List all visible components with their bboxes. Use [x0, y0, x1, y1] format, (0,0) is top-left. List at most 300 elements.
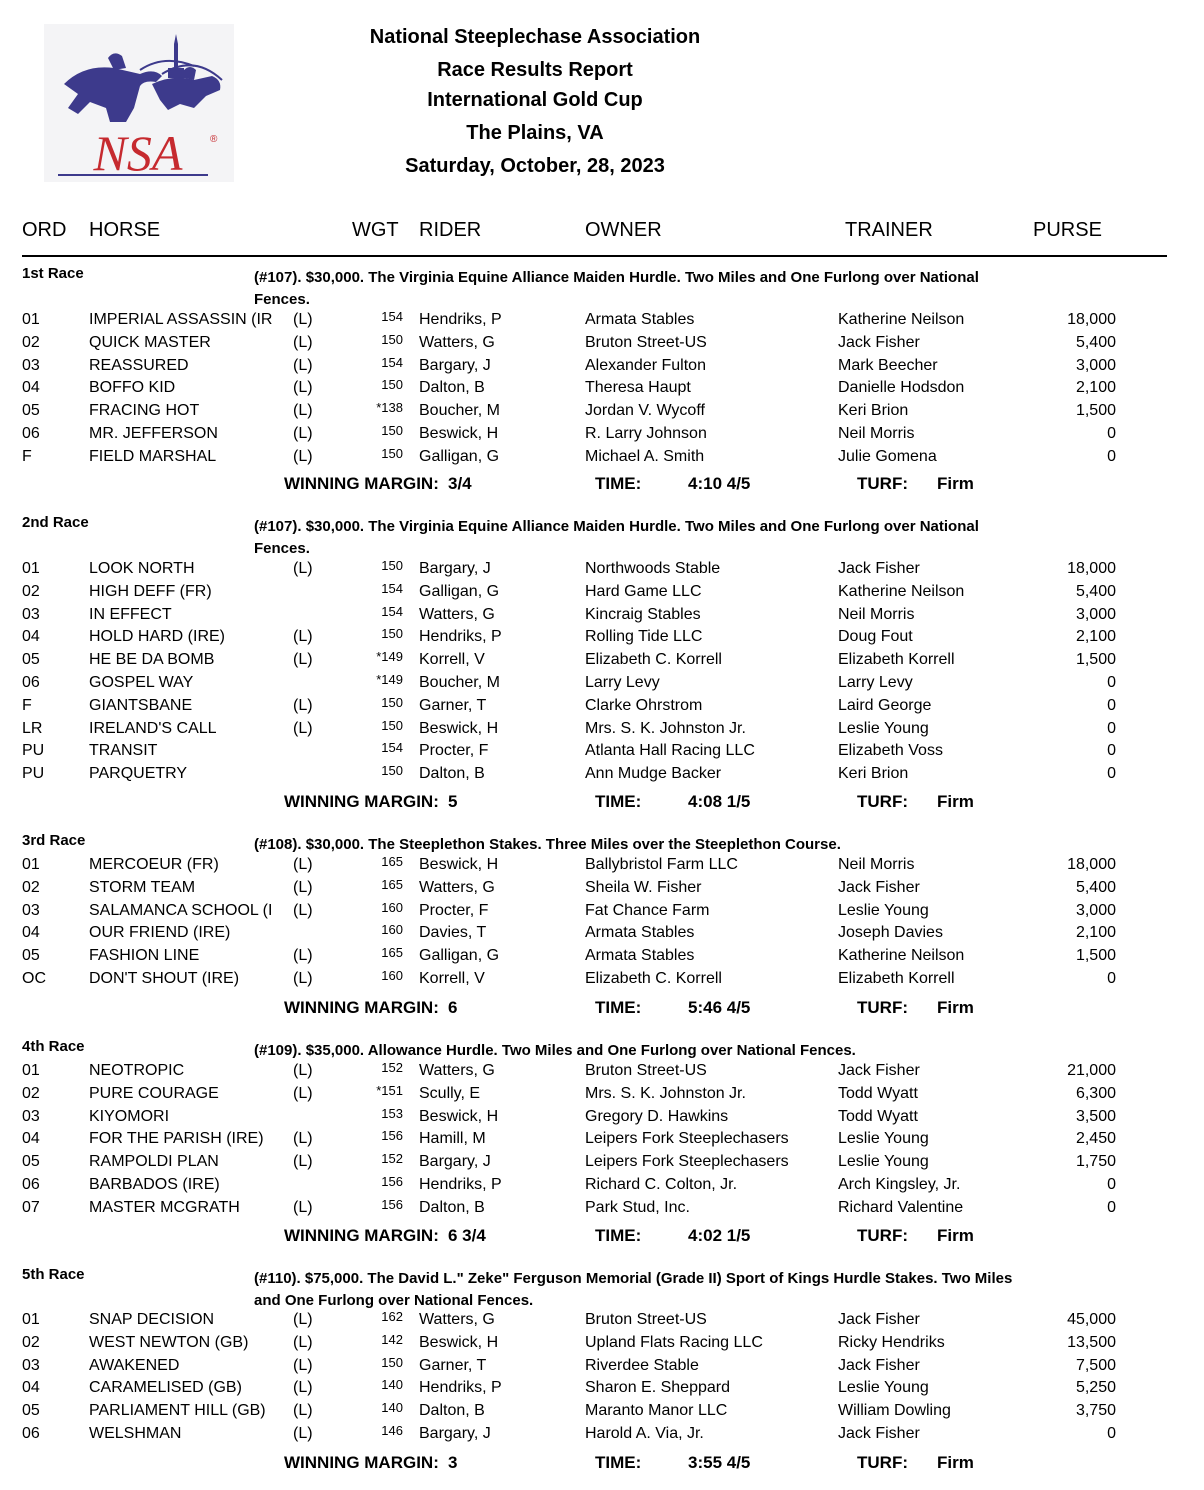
winning-margin-value: 6	[448, 998, 458, 1017]
table-row	[0, 967, 1204, 990]
horse-name: CARAMELISED (GB)	[89, 1379, 242, 1397]
trainer-name: Jack Fisher	[838, 1356, 920, 1374]
purse-amount: 5,400	[1075, 582, 1116, 600]
table-row	[0, 648, 1204, 671]
race-summary	[0, 996, 1204, 1020]
winning-margin-value: 3	[448, 1453, 458, 1472]
owner-name: Armata Stables	[585, 311, 695, 328]
medication-flag: (L)	[293, 1356, 313, 1374]
horse-name: FASHION LINE	[89, 947, 200, 965]
winning-margin-label: WINNING MARGIN:	[284, 1226, 439, 1245]
purse-amount: 0	[1107, 425, 1116, 442]
medication-flag: (L)	[293, 628, 313, 646]
time-value: 3:55 4/5	[688, 1453, 751, 1472]
weight: 154	[381, 309, 403, 324]
rider-name: Watters, G	[419, 878, 495, 896]
weight: 165	[381, 854, 403, 869]
event-date: Saturday, October, 28, 2023	[405, 155, 665, 177]
medication-flag: (L)	[293, 1130, 313, 1148]
horse-name: TRANSIT	[89, 742, 158, 760]
finish-position: 06	[22, 1425, 40, 1442]
weight: 153	[381, 1105, 403, 1121]
rider-name: Galligan, G	[419, 947, 500, 965]
weight: 156	[381, 1128, 403, 1144]
trainer-name: Richard Valentine	[838, 1198, 964, 1216]
horse-name: HIGH DEFF (FR)	[89, 582, 212, 600]
col-owner: OWNER	[585, 219, 662, 241]
table-row	[0, 1059, 1204, 1082]
trainer-name: Elizabeth Voss	[838, 742, 943, 760]
finish-position: 02	[22, 582, 40, 600]
medication-flag: (L)	[293, 1198, 313, 1216]
turf-value: Firm	[937, 998, 974, 1017]
turf-value: Firm	[937, 792, 974, 811]
trainer-name: Elizabeth Korrell	[838, 970, 955, 987]
finish-position: 04	[22, 924, 40, 942]
rider-name: Beswick, H	[419, 856, 499, 873]
col-rider: RIDER	[419, 219, 482, 241]
purse-amount: 18,000	[1067, 311, 1116, 328]
col-purse: PURSE	[1033, 219, 1102, 241]
race-label: 1st Race	[22, 265, 84, 282]
weight: 150	[381, 331, 403, 347]
weight: 150	[381, 1354, 403, 1370]
time-value: 4:10 4/5	[688, 474, 751, 493]
race-summary	[0, 1451, 1204, 1475]
medication-flag: (L)	[293, 1311, 313, 1328]
col-trainer: TRAINER	[845, 219, 933, 241]
turf-value: Firm	[937, 474, 974, 493]
table-row	[0, 399, 1204, 422]
table-row	[0, 557, 1204, 580]
owner-name: Larry Levy	[585, 674, 660, 691]
rider-name: Galligan, G	[419, 582, 500, 600]
weight: 162	[381, 1309, 403, 1324]
owner-name: Ballybristol Farm LLC	[585, 856, 738, 873]
rider-name: Garner, T	[419, 1356, 487, 1374]
weight: 150	[381, 763, 403, 779]
owner-name: Gregory D. Hawkins	[585, 1107, 729, 1125]
medication-flag: (L)	[293, 402, 313, 420]
trainer-name: Larry Levy	[838, 674, 913, 691]
medication-flag: (L)	[293, 425, 313, 442]
horse-name: SALAMANCA SCHOOL (I	[89, 901, 273, 919]
weight: 140	[381, 1400, 403, 1416]
finish-position: 06	[22, 425, 40, 442]
rider-name: Procter, F	[419, 901, 489, 919]
weight: *149	[376, 649, 403, 665]
rider-name: Hendriks, P	[419, 311, 502, 328]
trainer-name: Keri Brion	[838, 765, 909, 783]
weight: 152	[381, 1151, 403, 1167]
rider-name: Scully, E	[419, 1084, 481, 1102]
weight: 156	[381, 1174, 403, 1189]
purse-amount: 0	[1107, 447, 1116, 465]
trainer-name: Leslie Young	[838, 1153, 929, 1171]
weight: 154	[381, 603, 403, 619]
purse-amount: 5,400	[1075, 333, 1116, 351]
finish-position: F	[22, 447, 32, 465]
trainer-name: Danielle Hodsdon	[838, 379, 965, 397]
finish-position: 06	[22, 1176, 40, 1193]
rider-name: Bargary, J	[419, 1153, 491, 1171]
rider-name: Boucher, M	[419, 674, 500, 691]
finish-position: 02	[22, 1084, 40, 1102]
medication-flag: (L)	[293, 901, 313, 919]
race-label: 3rd Race	[22, 832, 86, 849]
trainer-name: William Dowling	[838, 1402, 951, 1420]
turf-value: Firm	[937, 1453, 974, 1472]
table-row	[0, 331, 1204, 354]
table-row	[0, 899, 1204, 922]
rider-name: Beswick, H	[419, 719, 499, 737]
purse-amount: 0	[1107, 719, 1116, 737]
horse-name: PURE COURAGE	[89, 1084, 219, 1102]
rider-name: Bargary, J	[419, 1425, 491, 1442]
trainer-name: Leslie Young	[838, 1379, 929, 1397]
owner-name: Rolling Tide LLC	[585, 628, 703, 646]
rider-name: Hendriks, P	[419, 628, 502, 646]
finish-position: 07	[22, 1198, 40, 1216]
event-title: International Gold Cup	[427, 89, 643, 111]
horse-name: AWAKENED	[89, 1356, 180, 1374]
owner-name: Jordan V. Wycoff	[585, 402, 705, 420]
turf-label: TURF:	[857, 1226, 908, 1245]
medication-flag: (L)	[293, 1425, 313, 1442]
rider-name: Dalton, B	[419, 1198, 485, 1216]
trainer-name: Leslie Young	[838, 1130, 929, 1148]
rider-name: Dalton, B	[419, 765, 485, 783]
purse-amount: 2,100	[1075, 628, 1116, 646]
rider-name: Hendriks, P	[419, 1176, 502, 1193]
time-label: TIME:	[595, 474, 642, 493]
horse-name: PARLIAMENT HILL (GB)	[89, 1402, 266, 1420]
trainer-name: Doug Fout	[838, 628, 913, 646]
time-value: 4:08 1/5	[688, 792, 751, 811]
owner-name: Upland Flats Racing LLC	[585, 1333, 763, 1351]
winning-margin-label: WINNING MARGIN:	[284, 474, 439, 493]
trainer-name: Leslie Young	[838, 719, 929, 737]
finish-position: 05	[22, 947, 40, 965]
rider-name: Watters, G	[419, 1062, 495, 1079]
table-row	[0, 376, 1204, 399]
purse-amount: 3,000	[1075, 356, 1116, 374]
rider-name: Davies, T	[419, 924, 487, 942]
horse-name: OUR FRIEND (IRE)	[89, 924, 231, 942]
owner-name: Northwoods Stable	[585, 560, 721, 577]
owner-name: Harold A. Via, Jr.	[585, 1425, 704, 1442]
medication-flag: (L)	[293, 856, 313, 873]
weight: 140	[381, 1377, 403, 1393]
finish-position: 03	[22, 605, 40, 623]
table-row	[0, 1376, 1204, 1399]
purse-amount: 3,750	[1075, 1402, 1116, 1420]
horse-name: IMPERIAL ASSASSIN (IR	[89, 311, 273, 328]
race-label: 4th Race	[22, 1038, 85, 1055]
table-row	[0, 694, 1204, 717]
rider-name: Bargary, J	[419, 356, 491, 374]
col-wgt: WGT	[352, 219, 399, 241]
finish-position: 03	[22, 1356, 40, 1374]
medication-flag: (L)	[293, 970, 313, 987]
rider-name: Garner, T	[419, 696, 487, 714]
medication-flag: (L)	[293, 356, 313, 374]
table-row	[0, 1173, 1204, 1196]
weight: 146	[381, 1423, 403, 1438]
finish-position: 05	[22, 1153, 40, 1171]
table-row	[0, 876, 1204, 899]
winning-margin-value: 5	[448, 792, 458, 811]
owner-name: Theresa Haupt	[585, 379, 691, 397]
purse-amount: 1,500	[1075, 402, 1116, 420]
finish-position: PU	[22, 765, 45, 783]
weight: 150	[381, 558, 403, 573]
purse-amount: 0	[1107, 742, 1116, 760]
table-row	[0, 671, 1204, 694]
owner-name: Park Stud, Inc.	[585, 1198, 690, 1216]
finish-position: 03	[22, 901, 40, 919]
purse-amount: 13,500	[1067, 1333, 1116, 1351]
weight: 150	[381, 445, 403, 461]
medication-flag: (L)	[293, 878, 313, 896]
purse-amount: 3,500	[1075, 1107, 1116, 1125]
rider-name: Beswick, H	[419, 1333, 499, 1351]
medication-flag: (L)	[293, 719, 313, 737]
horse-name: GIANTSBANE	[89, 696, 193, 714]
owner-name: Hard Game LLC	[585, 582, 702, 600]
horse-name: MASTER MCGRATH	[89, 1198, 240, 1216]
winning-margin-value: 3/4	[448, 474, 472, 493]
race-summary	[0, 1224, 1204, 1248]
purse-amount: 21,000	[1067, 1062, 1116, 1079]
purse-amount: 0	[1107, 1176, 1116, 1193]
owner-name: Sharon E. Sheppard	[585, 1379, 730, 1397]
medication-flag: (L)	[293, 1153, 313, 1171]
weight: *138	[376, 400, 403, 416]
horse-name: BOFFO KID	[89, 379, 176, 397]
medication-flag: (L)	[293, 560, 313, 577]
rider-name: Bargary, J	[419, 560, 491, 577]
trainer-name: Jack Fisher	[838, 1311, 920, 1328]
weight: *149	[376, 672, 403, 687]
table-row	[0, 445, 1204, 468]
time-label: TIME:	[595, 998, 642, 1017]
trainer-name: Todd Wyatt	[838, 1107, 918, 1125]
table-row	[0, 1082, 1204, 1105]
owner-name: Riverdee Stable	[585, 1356, 699, 1374]
table-row	[0, 944, 1204, 967]
table-row	[0, 1331, 1204, 1354]
weight: 150	[381, 694, 403, 710]
owner-name: Ann Mudge Backer	[585, 765, 722, 783]
rider-name: Beswick, H	[419, 1107, 499, 1125]
purse-amount: 1,750	[1075, 1153, 1116, 1171]
trainer-name: Katherine Neilson	[838, 311, 965, 328]
turf-label: TURF:	[857, 998, 908, 1017]
trainer-name: Jack Fisher	[838, 1425, 920, 1442]
medication-flag: (L)	[293, 696, 313, 714]
table-row	[0, 625, 1204, 648]
weight: 154	[381, 580, 403, 596]
medication-flag: (L)	[293, 1402, 313, 1420]
finish-position: F	[22, 696, 32, 714]
horse-name: RAMPOLDI PLAN	[89, 1153, 219, 1171]
trainer-name: Laird George	[838, 696, 932, 714]
horse-name: SNAP DECISION	[89, 1311, 215, 1328]
owner-name: Michael A. Smith	[585, 447, 705, 465]
finish-position: 05	[22, 651, 40, 669]
purse-amount: 0	[1107, 674, 1116, 691]
purse-amount: 1,500	[1075, 947, 1116, 965]
owner-name: Sheila W. Fisher	[585, 878, 702, 896]
purse-amount: 2,450	[1075, 1130, 1116, 1148]
owner-name: Fat Chance Farm	[585, 901, 710, 919]
owner-name: Bruton Street-US	[585, 333, 707, 351]
table-row	[0, 1399, 1204, 1422]
weight: *151	[376, 1082, 403, 1098]
purse-amount: 3,000	[1075, 605, 1116, 623]
race-description: (#108). $30,000. The Steeplethon Stakes. Three Miles over the Steeplethon Course.	[254, 836, 841, 853]
table-row	[0, 1196, 1204, 1219]
table-row	[0, 921, 1204, 944]
finish-position: 02	[22, 1333, 40, 1351]
winning-margin-label: WINNING MARGIN:	[284, 998, 439, 1017]
horse-name: BARBADOS (IRE)	[89, 1176, 220, 1193]
weight: 150	[381, 377, 403, 393]
finish-position: 05	[22, 1402, 40, 1420]
turf-label: TURF:	[857, 792, 908, 811]
time-value: 4:02 1/5	[688, 1226, 751, 1245]
col-horse: HORSE	[89, 219, 161, 241]
trainer-name: Neil Morris	[838, 856, 915, 873]
rider-name: Korrell, V	[419, 651, 485, 669]
time-label: TIME:	[595, 1453, 642, 1472]
purse-amount: 18,000	[1067, 560, 1116, 577]
horse-name: GOSPEL WAY	[89, 674, 194, 691]
rider-name: Dalton, B	[419, 1402, 485, 1420]
weight: 160	[381, 899, 403, 915]
owner-name: Kincraig Stables	[585, 605, 701, 623]
finish-position: 01	[22, 560, 40, 577]
turf-value: Firm	[937, 1226, 974, 1245]
turf-label: TURF:	[857, 1453, 908, 1472]
table-row	[0, 739, 1204, 762]
race-description: (#110). $75,000. The David L." Zeke" Ferguson Memorial (Grade II) Sport of Kings Hurdle Stakes. Two Miles and One Furlong over National Fences.	[254, 1270, 1013, 1309]
weight: 156	[381, 1196, 403, 1212]
rider-name: Watters, G	[419, 333, 495, 351]
race-description: (#107). $30,000. The Virginia Equine Alliance Maiden Hurdle. Two Miles and One Furlong over National Fences.	[254, 518, 979, 557]
rider-name: Hamill, M	[419, 1130, 486, 1148]
horse-name: WEST NEWTON (GB)	[89, 1333, 249, 1351]
weight: 160	[381, 922, 403, 938]
table-row	[0, 1150, 1204, 1173]
finish-position: 06	[22, 674, 40, 691]
finish-position: 03	[22, 356, 40, 374]
medication-flag: (L)	[293, 651, 313, 669]
race-label: 5th Race	[22, 1266, 85, 1283]
purse-amount: 5,400	[1075, 878, 1116, 896]
horse-name: FRACING HOT	[89, 402, 200, 420]
horse-name: HE BE DA BOMB	[89, 651, 215, 669]
report-title: Race Results Report	[437, 59, 633, 81]
race-description: (#109). $35,000. Allowance Hurdle. Two Miles and One Furlong over National Fences.	[254, 1042, 856, 1059]
trainer-name: Neil Morris	[838, 605, 915, 623]
finish-position: PU	[22, 742, 45, 760]
table-row	[0, 354, 1204, 377]
owner-name: Alexander Fulton	[585, 356, 706, 374]
owner-name: R. Larry Johnson	[585, 425, 707, 442]
table-row	[0, 762, 1204, 785]
time-label: TIME:	[595, 792, 642, 811]
trainer-name: Keri Brion	[838, 402, 909, 420]
purse-amount: 7,500	[1075, 1356, 1116, 1374]
owner-name: Leipers Fork Steeplechasers	[585, 1153, 789, 1171]
time-label: TIME:	[595, 1226, 642, 1245]
owner-name: Atlanta Hall Racing LLC	[585, 742, 755, 760]
trainer-name: Mark Beecher	[838, 356, 938, 374]
trainer-name: Elizabeth Korrell	[838, 651, 955, 669]
table-row	[0, 717, 1204, 740]
table-row	[0, 1308, 1204, 1331]
purse-amount: 2,100	[1075, 924, 1116, 942]
horse-name: QUICK MASTER	[89, 333, 211, 351]
owner-name: Richard C. Colton, Jr.	[585, 1176, 738, 1193]
medication-flag: (L)	[293, 379, 313, 397]
table-row	[0, 603, 1204, 626]
table-row	[0, 1127, 1204, 1150]
finish-position: 04	[22, 1379, 40, 1397]
winning-margin-label: WINNING MARGIN:	[284, 792, 439, 811]
race-label: 2nd Race	[22, 514, 89, 531]
owner-name: Armata Stables	[585, 947, 695, 965]
finish-position: 03	[22, 1107, 40, 1125]
owner-name: Maranto Manor LLC	[585, 1402, 728, 1420]
winning-margin-label: WINNING MARGIN:	[284, 1453, 439, 1472]
trainer-name: Katherine Neilson	[838, 947, 965, 965]
finish-position: 01	[22, 311, 40, 328]
event-location: The Plains, VA	[466, 122, 604, 144]
horse-name: HOLD HARD (IRE)	[89, 628, 226, 646]
weight: 165	[381, 876, 403, 892]
race-summary	[0, 790, 1204, 814]
purse-amount: 6,300	[1075, 1084, 1116, 1102]
rider-name: Watters, G	[419, 1311, 495, 1328]
rider-name: Procter, F	[419, 742, 489, 760]
purse-amount: 5,250	[1075, 1379, 1116, 1397]
finish-position: 01	[22, 856, 40, 873]
horse-name: NEOTROPIC	[89, 1062, 185, 1079]
horse-name: IN EFFECT	[89, 605, 172, 623]
finish-position: 01	[22, 1062, 40, 1079]
horse-name: FOR THE PARISH (IRE)	[89, 1130, 264, 1148]
trainer-name: Julie Gomena	[838, 447, 937, 465]
turf-label: TURF:	[857, 474, 908, 493]
table-row	[0, 1422, 1204, 1445]
horse-name: PARQUETRY	[89, 765, 188, 783]
trainer-name: Joseph Davies	[838, 924, 943, 942]
owner-name: Elizabeth C. Korrell	[585, 970, 722, 987]
race-description: (#107). $30,000. The Virginia Equine Alliance Maiden Hurdle. Two Miles and One Furlong over National Fences.	[254, 269, 979, 308]
time-value: 5:46 4/5	[688, 998, 751, 1017]
table-row	[0, 1105, 1204, 1128]
rider-name: Korrell, V	[419, 970, 485, 987]
weight: 150	[381, 717, 403, 733]
winning-margin-value: 6 3/4	[448, 1226, 486, 1245]
trainer-name: Leslie Young	[838, 901, 929, 919]
trainer-name: Todd Wyatt	[838, 1084, 918, 1102]
owner-name: Mrs. S. K. Johnston Jr.	[585, 1084, 746, 1102]
medication-flag: (L)	[293, 1333, 313, 1351]
